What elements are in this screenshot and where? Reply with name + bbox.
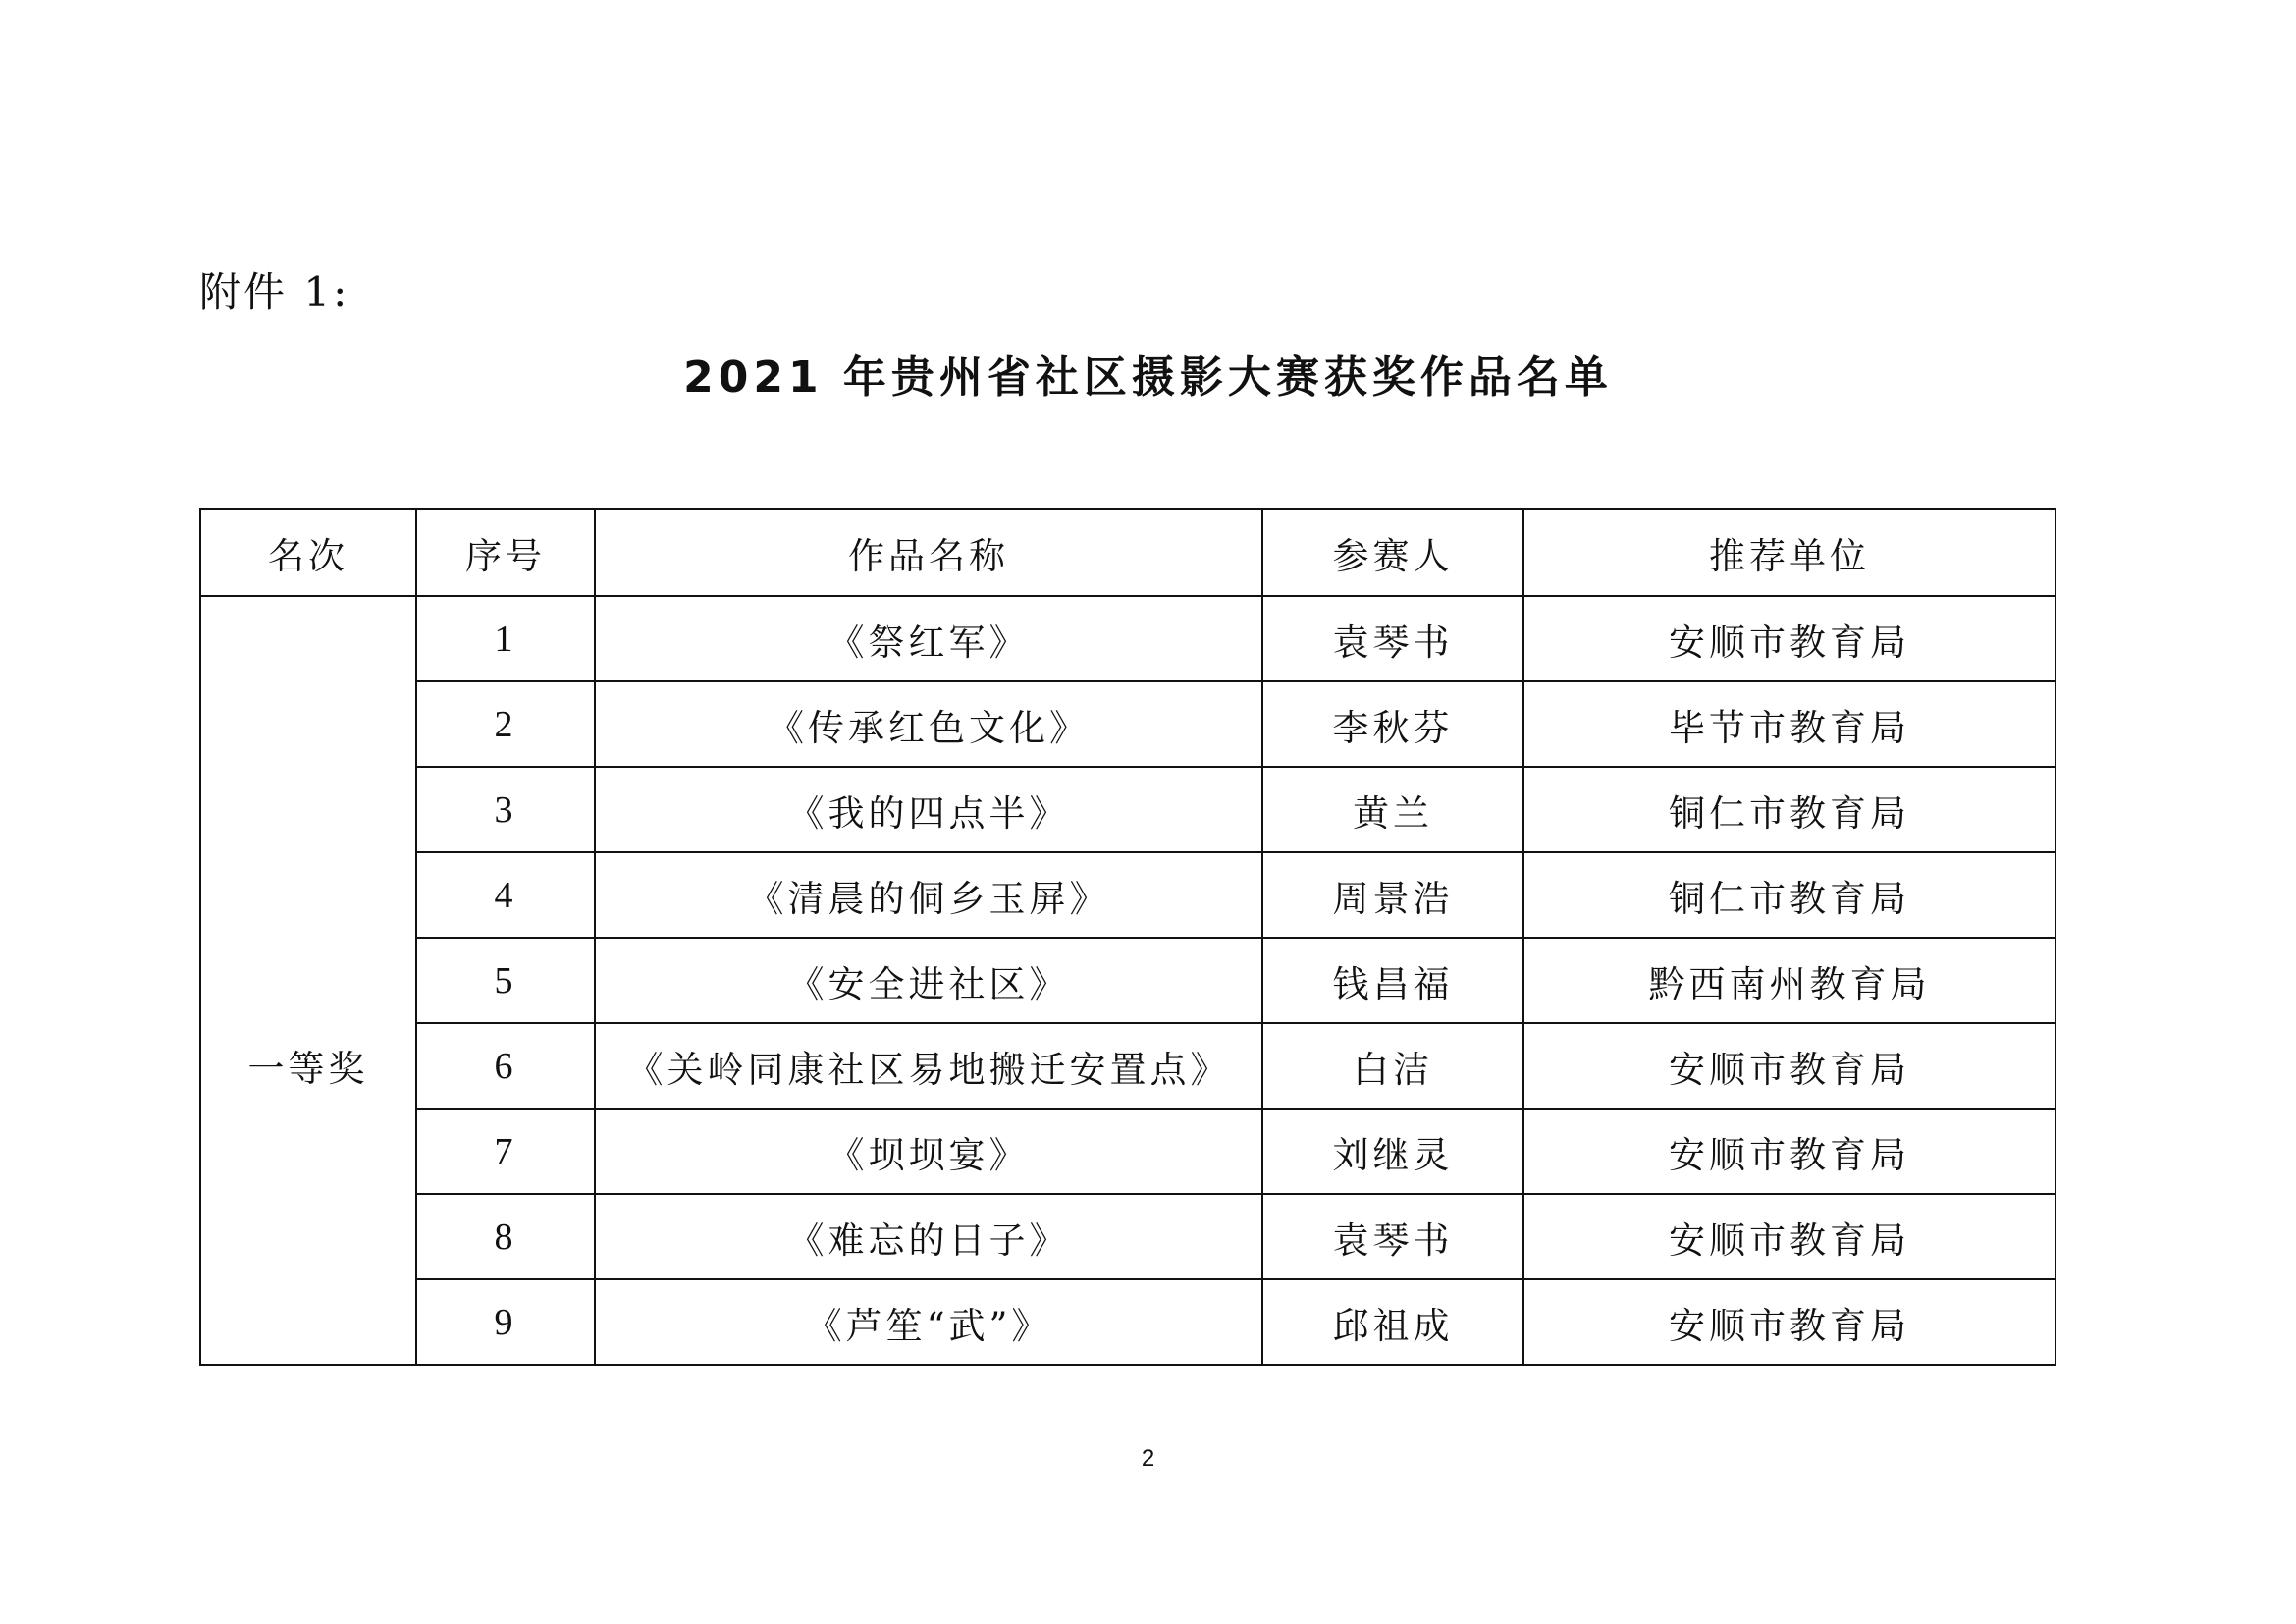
table-row xyxy=(200,852,2056,938)
rank-label: 一等奖 xyxy=(247,1047,369,1090)
awards-table xyxy=(199,508,2056,1366)
table-row xyxy=(200,681,2056,767)
work-title-cell: 《祭红军》 xyxy=(595,596,1262,681)
serial-number-cell: 2 xyxy=(416,681,595,767)
participant-cell: 刘继灵 xyxy=(1262,1109,1523,1194)
table-row xyxy=(200,767,2056,852)
header-rank: 名次 xyxy=(200,509,416,596)
participant-cell: 黄兰 xyxy=(1262,767,1523,852)
table-row xyxy=(200,1109,2056,1194)
table-row xyxy=(200,596,2056,681)
participant-cell: 钱昌福 xyxy=(1262,938,1523,1023)
participant-cell: 白洁 xyxy=(1262,1023,1523,1109)
serial-number-cell: 9 xyxy=(416,1279,595,1365)
work-title-cell: 《关岭同康社区易地搬迁安置点》 xyxy=(595,1023,1262,1109)
participant-cell: 邱祖成 xyxy=(1262,1279,1523,1365)
serial-number-cell: 3 xyxy=(416,767,595,852)
work-title-cell: 《难忘的日子》 xyxy=(595,1194,1262,1279)
header-participant: 参赛人 xyxy=(1262,509,1523,596)
unit-cell: 安顺市教育局 xyxy=(1523,1109,2056,1194)
participant-cell: 周景浩 xyxy=(1262,852,1523,938)
work-title-cell: 《芦笙“武”》 xyxy=(595,1279,1262,1365)
work-title-cell: 《我的四点半》 xyxy=(595,767,1262,852)
header-recommending-unit: 推荐单位 xyxy=(1523,509,2056,596)
page-number: 2 xyxy=(1141,1445,1155,1472)
unit-cell: 毕节市教育局 xyxy=(1523,681,2056,767)
unit-cell: 安顺市教育局 xyxy=(1523,1023,2056,1109)
participant-cell: 袁琴书 xyxy=(1262,596,1523,681)
table-header-row xyxy=(200,509,2056,596)
rank-cell xyxy=(200,596,416,1365)
attachment-label: 附件 1: xyxy=(199,268,350,316)
table-row xyxy=(200,1023,2056,1109)
participant-cell: 李秋芬 xyxy=(1262,681,1523,767)
unit-cell: 铜仁市教育局 xyxy=(1523,767,2056,852)
serial-number-cell: 6 xyxy=(416,1023,595,1109)
header-serial-number: 序号 xyxy=(416,509,595,596)
work-title-cell: 《安全进社区》 xyxy=(595,938,1262,1023)
unit-cell: 安顺市教育局 xyxy=(1523,1194,2056,1279)
participant-cell: 袁琴书 xyxy=(1262,1194,1523,1279)
header-work-title: 作品名称 xyxy=(595,509,1262,596)
table-row xyxy=(200,938,2056,1023)
serial-number-cell: 7 xyxy=(416,1109,595,1194)
serial-number-cell: 5 xyxy=(416,938,595,1023)
serial-number-cell: 8 xyxy=(416,1194,595,1279)
serial-number-cell: 1 xyxy=(416,596,595,681)
table-row xyxy=(200,1194,2056,1279)
unit-cell: 安顺市教育局 xyxy=(1523,596,2056,681)
serial-number-cell: 4 xyxy=(416,852,595,938)
unit-cell: 铜仁市教育局 xyxy=(1523,852,2056,938)
document-title: 2021 年贵州省社区摄影大赛获奖作品名单 xyxy=(683,352,1613,403)
work-title-cell: 《坝坝宴》 xyxy=(595,1109,1262,1194)
unit-cell: 黔西南州教育局 xyxy=(1523,938,2056,1023)
work-title-cell: 《清晨的侗乡玉屏》 xyxy=(595,852,1262,938)
unit-cell: 安顺市教育局 xyxy=(1523,1279,2056,1365)
work-title-cell: 《传承红色文化》 xyxy=(595,681,1262,767)
table-row xyxy=(200,1279,2056,1365)
